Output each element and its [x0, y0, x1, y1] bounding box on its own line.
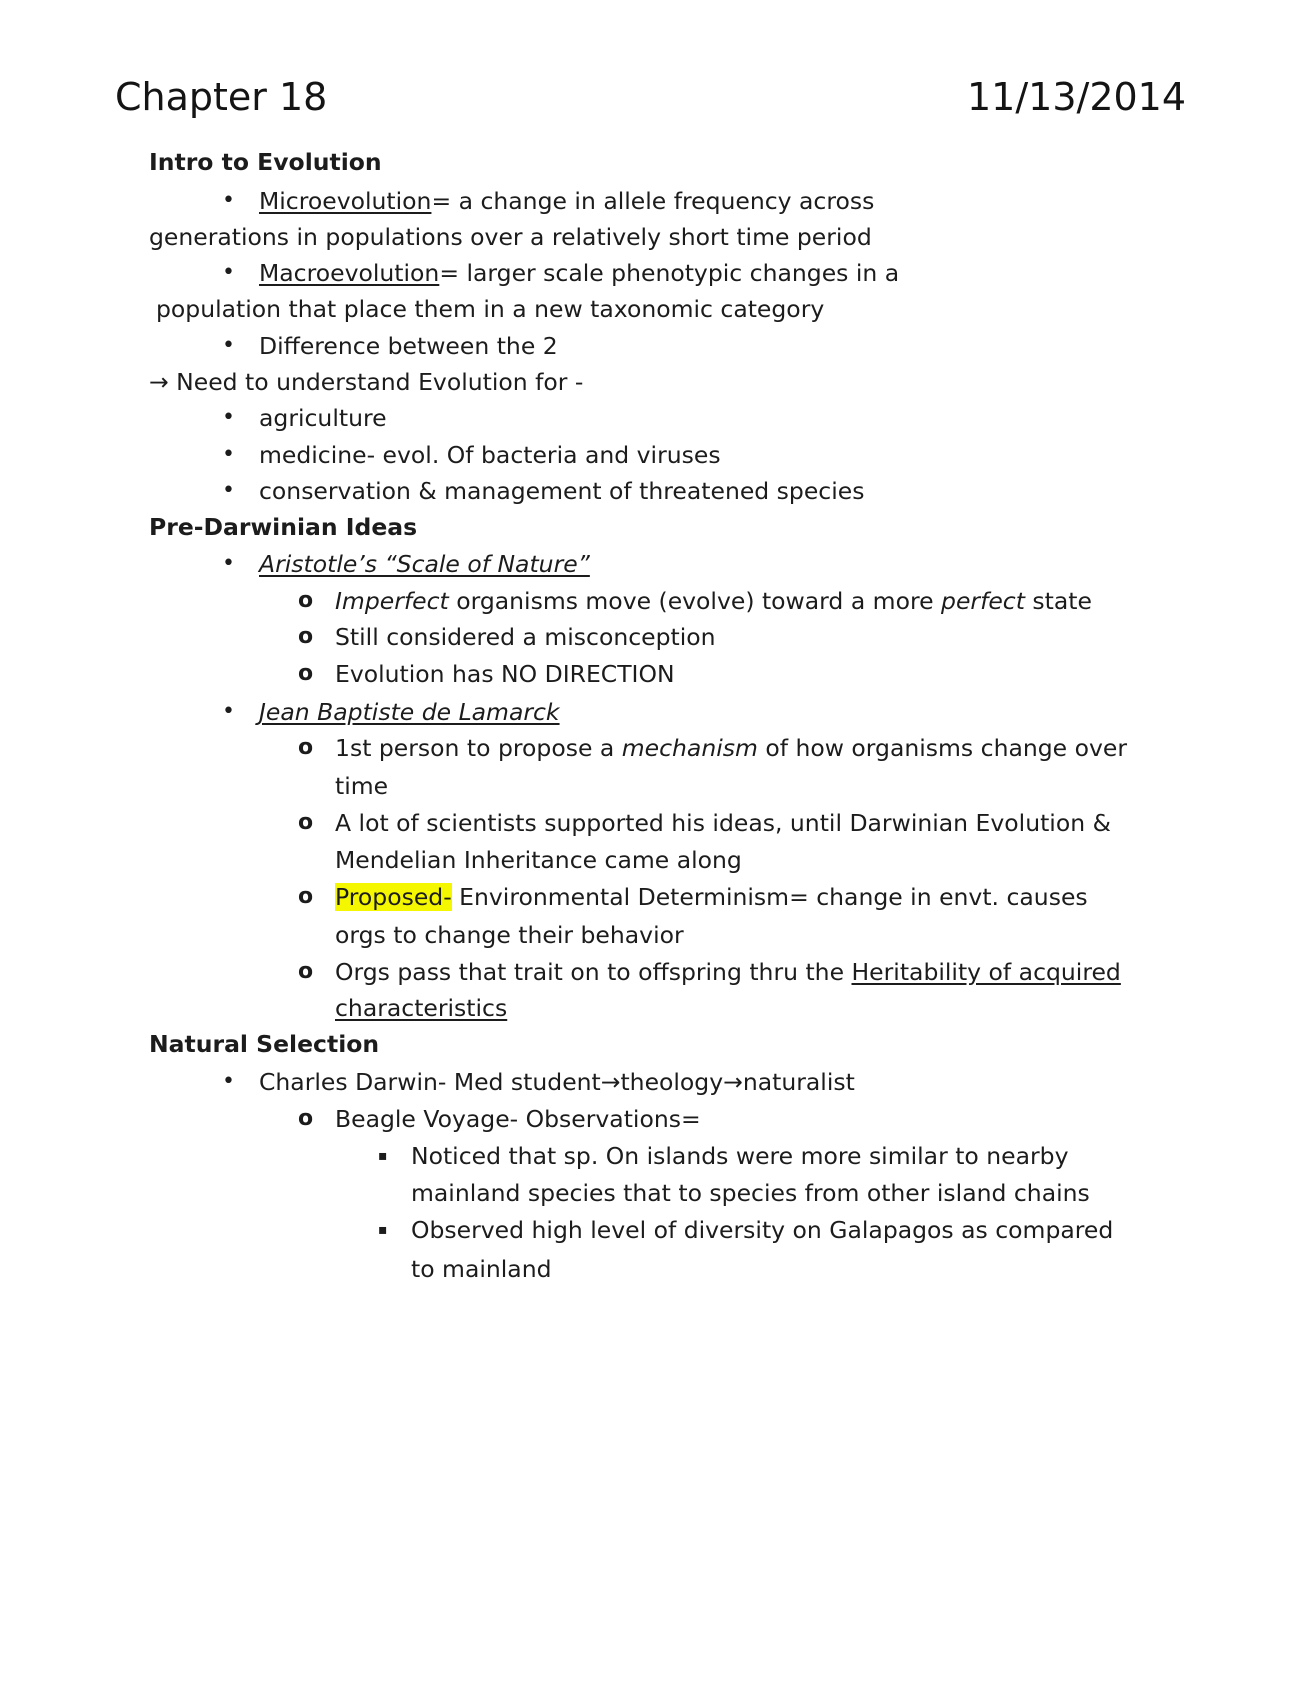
aristotle-point-2: Still considered a misconception	[335, 623, 716, 651]
bullet-marker: •	[222, 405, 235, 430]
square-marker: ▪	[378, 1148, 388, 1164]
bullet-marker: •	[222, 551, 235, 576]
heritability-term: Heritability of acquired	[851, 958, 1121, 986]
la1-text: 1st person to propose a	[335, 734, 622, 762]
circle-marker: o	[298, 959, 314, 984]
la4-text: Orgs pass that trait on to offspring thru the	[335, 958, 852, 986]
ar1-text: organisms move (evolve) toward a more	[448, 587, 942, 615]
ar1-end: state	[1024, 587, 1092, 615]
aristotle-point-3: Evolution has NO DIRECTION	[335, 660, 675, 688]
need-to-understand-line: → Need to understand Evolution for -	[149, 368, 584, 396]
macroevolution-line	[259, 258, 899, 288]
reason-agriculture: agriculture	[259, 404, 387, 432]
mechanism-word: mechanism	[621, 734, 758, 762]
bullet-marker: •	[222, 260, 235, 285]
reason-conservation: conservation & management of threatened species	[259, 477, 865, 505]
la1-end: of how organisms change over	[757, 734, 1128, 762]
bullet-marker: •	[222, 699, 235, 724]
circle-marker: o	[298, 1106, 314, 1131]
lamarck-point-3-continued: orgs to change their behavior	[335, 921, 684, 949]
bullet-marker: •	[222, 1069, 235, 1094]
perfect-word: perfect	[941, 587, 1025, 615]
chapter-title: Chapter 18	[115, 75, 328, 119]
reason-medicine: medicine- evol. Of bacteria and viruses	[259, 441, 721, 469]
aristotle-heading: Aristotle’s “Scale of Nature”	[259, 550, 590, 578]
circle-marker: o	[298, 624, 314, 649]
imperfect-word: Imperfect	[335, 587, 449, 615]
bullet-marker: •	[222, 478, 235, 503]
lamarck-point-4-continued: characteristics	[335, 994, 508, 1022]
circle-marker: o	[298, 735, 314, 760]
beagle-item: Beagle Voyage- Observations=	[335, 1105, 701, 1133]
lamarck-point-1-continued: time	[335, 772, 389, 800]
circle-marker: o	[298, 810, 314, 835]
lamarck-point-2: A lot of scientists supported his ideas, until Darwinian Evolution &	[335, 809, 1111, 837]
circle-marker: o	[298, 588, 314, 613]
microevolution-definition: = a change in allele frequency across	[431, 187, 875, 215]
circle-marker: o	[298, 661, 314, 686]
section-heading-intro: Intro to Evolution	[149, 148, 382, 176]
bullet-marker: •	[222, 188, 235, 213]
lamarck-heading: Jean Baptiste de Lamarck	[259, 698, 560, 726]
microevolution-term: Microevolution	[259, 187, 432, 215]
darwin-item: Charles Darwin- Med student→theology→naturalist	[259, 1068, 855, 1096]
observation-2: Observed high level of diversity on Galapagos as compared	[411, 1216, 1114, 1244]
microevolution-line	[259, 186, 874, 216]
macroevolution-term: Macroevolution	[259, 259, 440, 287]
aristotle-point-1	[335, 586, 1092, 616]
macroevolution-definition: = larger scale phenotypic changes in a	[439, 259, 900, 287]
microevolution-continued: generations in populations over a relatively short time period	[149, 223, 872, 251]
la3-text: Environmental Determinism= change in envt. causes	[451, 883, 1088, 911]
section-heading-natural-selection: Natural Selection	[149, 1030, 380, 1058]
lamarck-point-4	[335, 957, 1121, 987]
proposed-highlight: Proposed-	[335, 883, 452, 911]
section-heading-pre-darwinian: Pre-Darwinian Ideas	[149, 513, 418, 541]
observation-1: Noticed that sp. On islands were more similar to nearby	[411, 1142, 1069, 1170]
bullet-marker: •	[222, 442, 235, 467]
observation-1-continued: mainland species that to species from other island chains	[411, 1179, 1090, 1207]
lamarck-point-2-continued: Mendelian Inheritance came along	[335, 846, 742, 874]
square-marker: ▪	[378, 1222, 388, 1238]
lamarck-point-3	[335, 882, 1088, 912]
circle-marker: o	[298, 884, 314, 909]
difference-item: Difference between the 2	[259, 332, 558, 360]
lamarck-point-1	[335, 733, 1127, 763]
macroevolution-continued: population that place them in a new taxonomic category	[156, 295, 825, 323]
bullet-marker: •	[222, 333, 235, 358]
date: 11/13/2014	[967, 75, 1187, 119]
observation-2-continued: to mainland	[411, 1255, 552, 1283]
